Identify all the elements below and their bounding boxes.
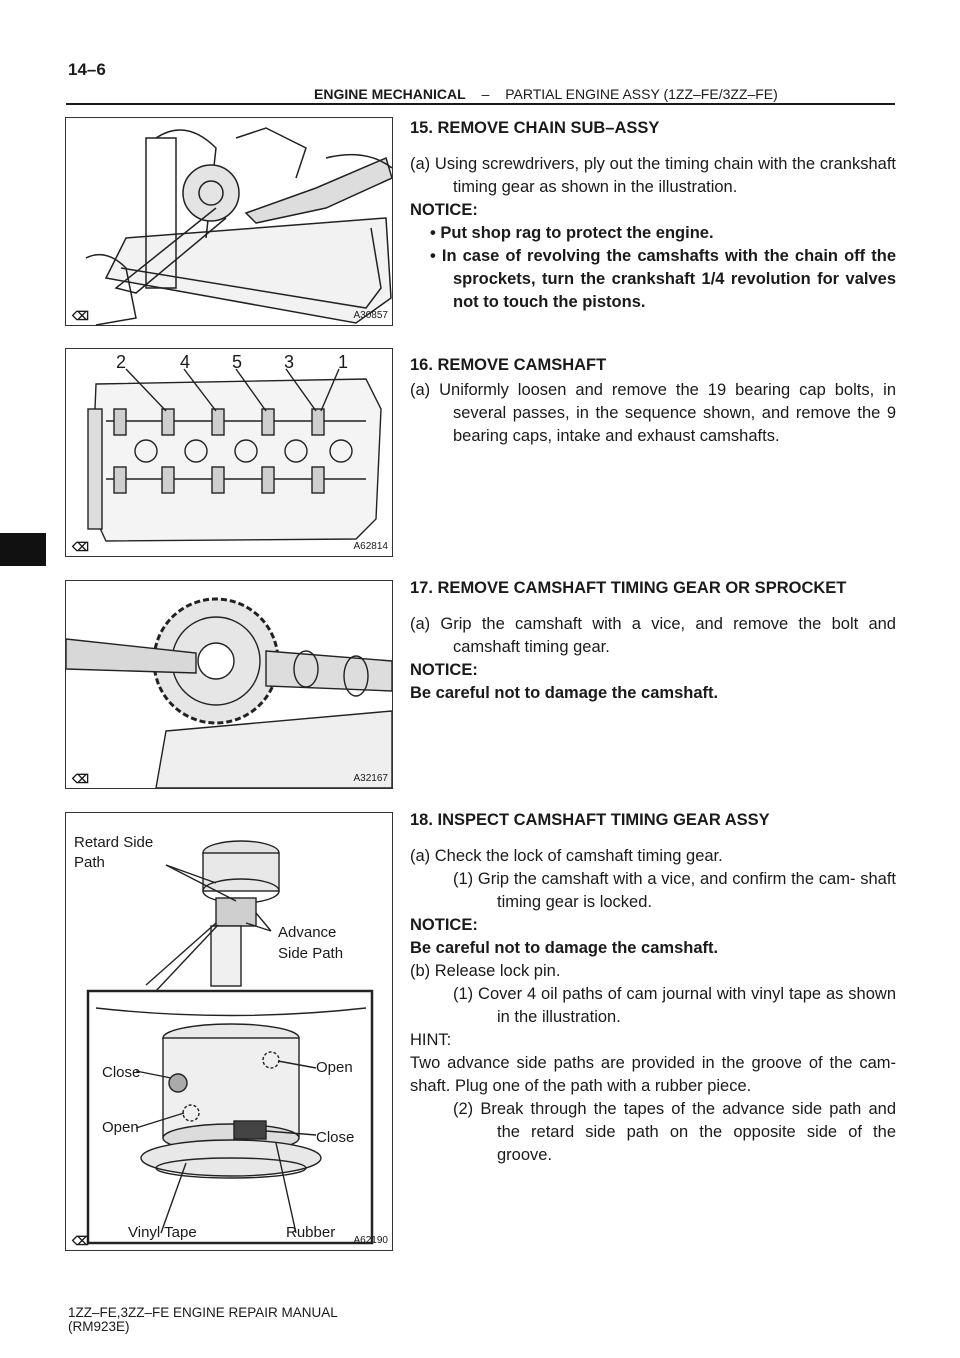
notice-label: NOTICE: [410, 916, 478, 934]
step-text: (b) Release lock pin. [410, 962, 561, 980]
footer [68, 1306, 338, 1334]
figure-mark-icon: ⌫ [72, 1234, 89, 1248]
step-heading: 15. REMOVE CHAIN SUB–ASSY [410, 119, 660, 137]
step-text: (a) Using screwdrivers, ply out the timing chain with the crankshaft timing gear as shown in the illustration. [410, 155, 896, 196]
label-advance: Advance [278, 924, 337, 941]
figure-id: A62814 [353, 541, 388, 552]
footer-manual-code: (RM923E) [68, 1319, 130, 1334]
label-close: Close [316, 1129, 355, 1146]
footer-manual-title: 1ZZ–FE,3ZZ–FE ENGINE REPAIR MANUAL [68, 1305, 338, 1320]
oil-path-illustration [66, 813, 392, 1250]
header-subsection: PARTIAL ENGINE ASSY (1ZZ–FE/3ZZ–FE) [505, 86, 778, 102]
label-vinyl-tape: Vinyl Tape [128, 1224, 197, 1241]
figure-oil-path-taping [65, 812, 393, 1251]
figure-id: A32167 [353, 773, 388, 784]
sequence-label: 4 [180, 352, 191, 372]
sequence-label: 3 [284, 352, 295, 372]
hint-text: Two advance side paths are provided in the groove of the cam- shaft. Plug one of the path with a rubber piece. [410, 1054, 896, 1095]
label-advance-side-path: Side Path [278, 945, 344, 962]
label-open: Open [316, 1059, 353, 1076]
header-rule [66, 103, 895, 105]
sequence-label: 1 [338, 352, 349, 372]
substep-text: (1) Grip the camshaft with a vice, and confirm the cam- shaft timing gear is locked. [453, 870, 896, 911]
figure-mark-icon: ⌫ [72, 309, 89, 323]
notice-label: NOTICE: [410, 661, 478, 679]
chain-removal-illustration [66, 118, 392, 325]
step-text: (a) Grip the camshaft with a vice, and remove the bolt and camshaft timing gear. [410, 615, 896, 656]
label-rubber: Rubber [286, 1224, 336, 1241]
figure-id: A30857 [353, 310, 388, 321]
step-15 [410, 117, 896, 314]
step-heading: 16. REMOVE CAMSHAFT [410, 356, 607, 374]
label-close: Close [102, 1064, 141, 1081]
page-number: 14–6 [68, 60, 106, 79]
figure-mark-icon: ⌫ [72, 772, 89, 786]
step-16 [410, 354, 896, 448]
sequence-label: 5 [232, 352, 243, 372]
notice-text: Be careful not to damage the camshaft. [410, 684, 719, 702]
step-heading: 17. REMOVE CAMSHAFT TIMING GEAR OR SPROCKET [410, 579, 847, 597]
figure-chain-removal [65, 117, 393, 326]
figure-id: A62190 [353, 1235, 388, 1246]
substep-text: (1) Cover 4 oil paths of cam journal with vinyl tape as shown in the illustration. [453, 985, 896, 1026]
sequence-label: 2 [116, 352, 127, 372]
bullet-item: • Put shop rag to protect the engine. [430, 224, 714, 242]
label-retard-path: Path [74, 854, 105, 871]
step-heading: 18. INSPECT CAMSHAFT TIMING GEAR ASSY [410, 811, 770, 829]
notice-text: Be careful not to damage the camshaft. [410, 939, 719, 957]
figure-bearing-cap-sequence [65, 348, 393, 557]
timing-gear-illustration [66, 581, 392, 788]
running-header [66, 86, 894, 102]
bullet-item: • In case of revolving the camshafts with the chain off the sprockets, turn the crankshaft 1/4 revolution for valves not to touch the pistons. [430, 247, 896, 311]
step-18 [410, 809, 896, 1167]
header-separator: – [481, 86, 490, 102]
step-text: (a) Check the lock of camshaft timing gear. [410, 847, 723, 865]
step-text: (a) Uniformly loosen and remove the 19 bearing cap bolts, in several passes, in the sequence shown, and remove the 9 bearing caps, intake and exhaust camshafts. [410, 381, 896, 445]
camshaft-illustration [66, 349, 392, 556]
substep-text: (2) Break through the tapes of the advance side path and the retard side path on the opposite side of the groove. [453, 1100, 896, 1164]
figure-mark-icon: ⌫ [72, 540, 89, 554]
label-open: Open [102, 1119, 139, 1136]
section-tab [0, 533, 46, 566]
header-section: ENGINE MECHANICAL [314, 86, 466, 102]
hint-label: HINT: [410, 1031, 452, 1049]
notice-label: NOTICE: [410, 201, 478, 219]
step-17 [410, 577, 896, 705]
label-retard-side: Retard Side [74, 834, 154, 851]
figure-timing-gear-removal [65, 580, 393, 789]
